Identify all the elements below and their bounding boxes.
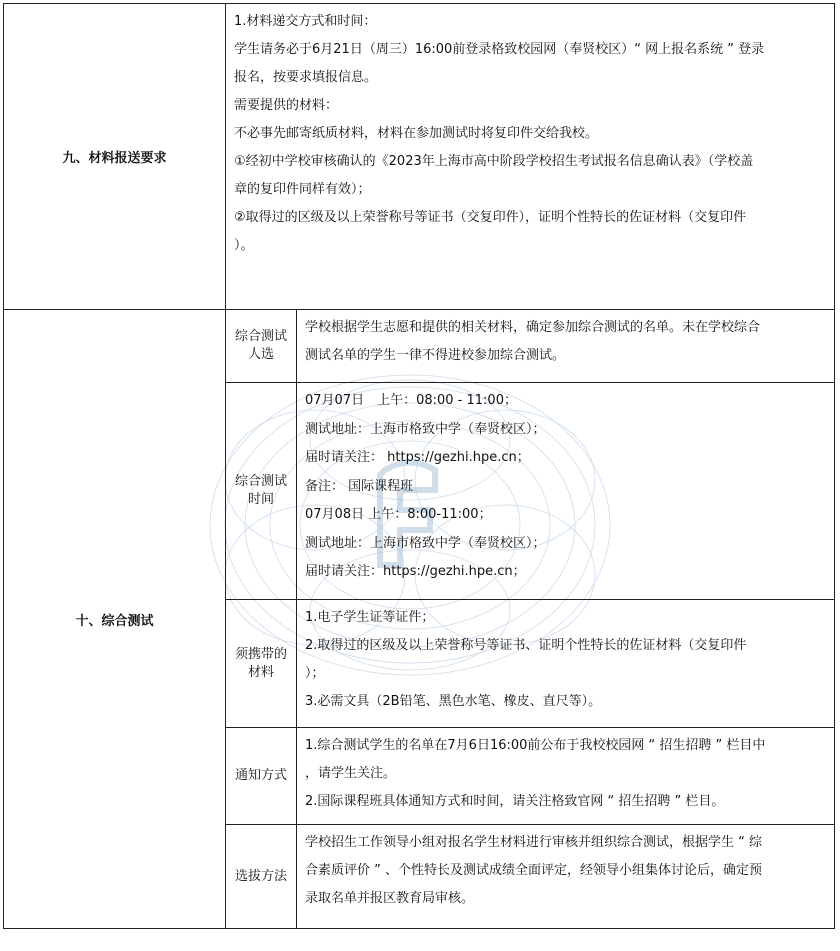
- admission-info-table: [3, 3, 835, 929]
- label-line: 综合测试: [234, 474, 287, 489]
- content-test-time: [297, 383, 835, 600]
- text-line: 1.材料递交方式和时间：: [234, 14, 377, 29]
- label-test-time: [226, 383, 297, 600]
- text-line: 不必事先邮寄纸质材料，材料在参加测试时将复印件交给我校。: [234, 126, 599, 141]
- label-line: 材料: [247, 664, 274, 680]
- text-line: 届时请关注：https://gezhi.hpe.cn；: [305, 564, 526, 579]
- text-line: 测试名单的学生一律不得进校参加综合测试。: [305, 348, 566, 363]
- label-selection: [226, 825, 297, 929]
- section-9-row: [4, 4, 835, 310]
- text-line: 章的复印件同样有效）；: [234, 182, 371, 197]
- section-10-row-candidates: [4, 310, 835, 383]
- text-line: 学生请务必于6月21日（周三）16:00前登录格致校园网（奉贤校区）“ 网上报名系统 ” 登录: [234, 42, 765, 57]
- content-materials: [297, 600, 835, 728]
- text-line: 2.取得过的区级及以上荣誉称号等证书、证明个性特长的佐证材料（交复印件: [305, 638, 747, 653]
- text-line: 测试地址：上海市格致中学（奉贤校区）；: [305, 535, 546, 551]
- text-line: 备注： 国际课程班: [305, 478, 414, 494]
- label-line: 通知方式: [234, 768, 287, 783]
- text-line: 学校招生工作领导小组对报名学生材料进行审核并组织综合测试，根据学生 “ 综: [305, 835, 762, 850]
- section-9-title: 九、材料报送要求: [4, 4, 226, 310]
- label-line: 综合测试: [234, 329, 287, 344]
- content-notification: [297, 728, 835, 825]
- content-test-candidates: [297, 310, 835, 383]
- text-line: ）；: [305, 666, 325, 681]
- label-line: 时间: [247, 492, 274, 507]
- label-line: 须携带的: [234, 646, 287, 662]
- text-line: 07月07日 上午：08:00 - 11:00；: [305, 393, 517, 408]
- text-line: 合素质评价 ” 、个性特长及测试成绩全面评定，经领导小组集体讨论后，确定预: [305, 863, 762, 878]
- section-10-title: 十、综合测试: [4, 310, 226, 929]
- text-line: ①经初中学校审核确认的《2023年上海市高中阶段学校招生考试报名信息确认表》（学校盖: [234, 154, 754, 169]
- text-line: 录取名单并报区教育局审核。: [305, 891, 475, 906]
- content-selection: [297, 825, 835, 929]
- label-line: 人选: [247, 347, 274, 362]
- label-line: 选拔方法: [234, 868, 287, 884]
- label-materials: [226, 600, 297, 728]
- text-line: 报名，按要求填报信息。: [234, 70, 378, 85]
- text-line: 1.综合测试学生的名单在7月6日16:00前公布于我校校园网 “ 招生招聘 ” 栏目中: [305, 738, 766, 753]
- text-line: 需要提供的材料：: [234, 98, 339, 113]
- text-line: ）。: [234, 238, 254, 253]
- text-line: 1.电子学生证等证件；: [305, 610, 435, 625]
- text-line: 届时请关注： https://gezhi.hpe.cn；: [305, 450, 530, 465]
- section-9-content: [226, 4, 835, 310]
- text-line: 2.国际课程班具体通知方式和时间，请关注格致官网 “ 招生招聘 ” 栏目。: [305, 794, 725, 809]
- text-line: 3.必需文具（2B铅笔、黑色水笔、橡皮、直尺等）。: [305, 694, 602, 709]
- label-test-candidates: [226, 310, 297, 383]
- label-notification: [226, 728, 297, 825]
- text-line: 07月08日 上午：8:00-11:00；: [305, 507, 492, 522]
- text-line: ，请学生关注。: [305, 766, 397, 781]
- text-line: 测试地址：上海市格致中学（奉贤校区）；: [305, 421, 546, 437]
- text-line: 学校根据学生志愿和提供的相关材料，确定参加综合测试的名单。未在学校综合: [305, 320, 761, 335]
- text-line: ②取得过的区级及以上荣誉称号等证书（交复印件），证明个性特长的佐证材料（交复印件: [234, 210, 747, 225]
